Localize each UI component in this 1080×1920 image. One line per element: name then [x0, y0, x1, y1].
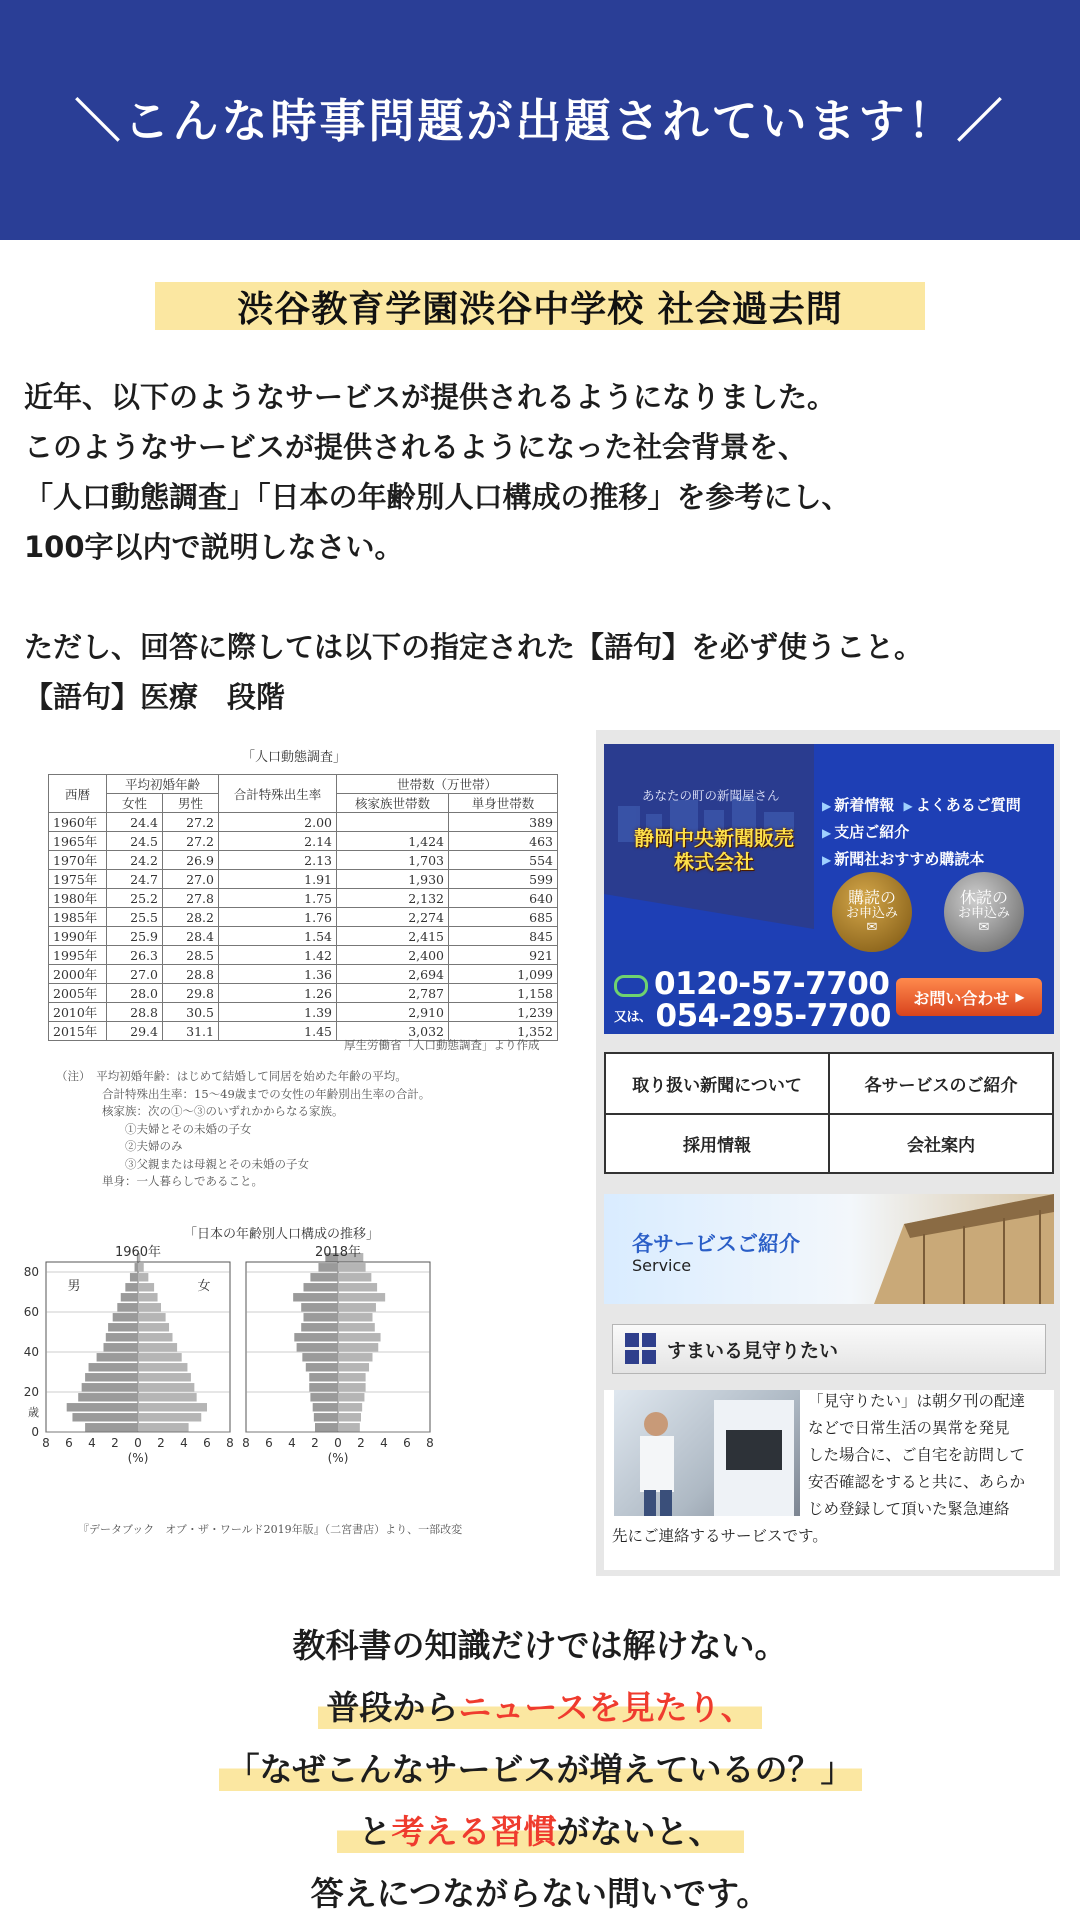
quick-link-news-label: 新着情報: [834, 796, 895, 814]
watch-line: 「見守りたい」は朝夕刊の配達: [808, 1392, 1026, 1410]
service-banner-title: 各サービスご紹介: [632, 1232, 800, 1256]
pyramid-bar-female: [138, 1273, 148, 1281]
phone-alt-prefix: 又は、: [614, 1009, 652, 1025]
census-row: [49, 889, 558, 908]
y-tick-label: 20: [23, 1385, 39, 1399]
subscribe-line2: お申込み: [845, 906, 898, 921]
nav-company[interactable]: 会社案内: [907, 1136, 975, 1156]
census-cell: 24.4: [107, 813, 163, 832]
census-cell: 25.9: [107, 927, 163, 946]
census-cell: 28.8: [163, 965, 219, 984]
quick-link-faq[interactable]: [903, 796, 1020, 814]
pyramid-year-label: 2018年: [314, 1245, 362, 1260]
census-cell: 1960年: [49, 813, 107, 832]
census-cell: 1990年: [49, 927, 107, 946]
pyramid-bar-male: [67, 1403, 138, 1411]
census-cell: 1,424: [337, 832, 449, 851]
watch-line: 先にご連絡するサービスです。: [612, 1527, 828, 1545]
nav-recruit[interactable]: 採用情報: [683, 1136, 751, 1156]
quick-link-news[interactable]: [822, 796, 894, 814]
x-tick-label: 8: [42, 1436, 50, 1450]
pyramid-bar-female: [138, 1293, 158, 1301]
question-line: 近年、以下のようなサービスが提供されるようになりました。: [24, 380, 837, 414]
census-cell: 1.26: [219, 984, 337, 1003]
pyramid-year-label: 1960年: [114, 1245, 162, 1260]
census-cell: 1,099: [449, 965, 558, 984]
note-line: 合計特殊出生率：15～49歳までの女性の年齢別出生率の合計。: [56, 1086, 431, 1101]
x-tick-label: 6: [265, 1436, 273, 1450]
pyramid-bar-female: [338, 1393, 364, 1401]
x-tick-label: 2: [111, 1436, 119, 1450]
census-cell: 3,032: [337, 1022, 449, 1041]
census-figure: [23, 740, 566, 1550]
census-cell: 1985年: [49, 908, 107, 927]
pyramid-bar-male: [306, 1363, 338, 1371]
pyramid-bar-female: [338, 1313, 373, 1321]
census-table-body: [49, 813, 558, 1041]
y-tick-label: 60: [23, 1305, 39, 1319]
census-cell: 1,930: [337, 870, 449, 889]
population-pyramid-figure: [23, 1220, 566, 1540]
census-cell: 2.00: [219, 813, 337, 832]
census-row: [49, 946, 558, 965]
quick-link-branches[interactable]: [822, 819, 1021, 846]
chevron-right-icon: ▶: [1015, 990, 1025, 1004]
header-female: 女性: [107, 794, 163, 813]
male-label: 男: [67, 1279, 81, 1294]
header-single: 単身世帯数: [449, 794, 558, 813]
census-row: [49, 832, 558, 851]
pyramid-title: 「日本の年齢別人口構成の推移」: [184, 1227, 380, 1242]
census-cell: 599: [449, 870, 558, 889]
pyramid-bar-female: [338, 1333, 381, 1341]
quick-link-books[interactable]: [822, 846, 1021, 873]
census-cell: 27.0: [107, 965, 163, 984]
pyramid-bar-female: [138, 1343, 177, 1351]
pyramid-bar-female: [338, 1363, 369, 1371]
phone-alt-number: 054-295-7700: [655, 998, 891, 1034]
pyramid-bar-female: [138, 1403, 207, 1411]
suspend-line1: 休読の: [959, 888, 1008, 907]
census-cell: 2,694: [337, 965, 449, 984]
mail-icon: ✉: [978, 920, 990, 935]
site-company-line2: 株式会社: [674, 850, 754, 874]
header-male: 男性: [163, 794, 219, 813]
census-cell: 685: [449, 908, 558, 927]
pyramid-bar-male: [78, 1393, 138, 1401]
pyramid-bar-male: [104, 1343, 139, 1351]
pyramid-bar-female: [338, 1343, 378, 1351]
census-notes: [56, 1068, 430, 1191]
x-tick-label: 4: [88, 1436, 96, 1450]
contact-button-label: お問い合わせ: [913, 988, 1010, 1008]
suspend-button[interactable]: [944, 872, 1024, 952]
census-cell: 27.2: [163, 813, 219, 832]
x-tick-label: 4: [288, 1436, 296, 1450]
census-cell: 2,415: [337, 927, 449, 946]
exam-title: 渋谷教育学園渋谷中学校 社会過去問: [155, 282, 925, 330]
y-tick-label: 40: [23, 1345, 39, 1359]
pyramid-source: 『データブック オブ・ザ・ワールド2019年版』（二宮書店）より、一部改変: [78, 1523, 463, 1536]
pyramid-bar-male: [297, 1343, 338, 1351]
census-title: 「人口動態調査」: [242, 750, 347, 765]
site-nav: [604, 1052, 1054, 1174]
watch-line: した場合に、ご自宅を訪問して: [808, 1446, 1026, 1464]
census-cell: 921: [449, 946, 558, 965]
subscribe-line1: 購読の: [847, 888, 896, 907]
census-cell: 30.5: [163, 1003, 219, 1022]
x-axis-unit: (%): [127, 1451, 149, 1465]
census-cell: 2,910: [337, 1003, 449, 1022]
pyramid-bar-male: [302, 1353, 338, 1361]
census-cell: 25.2: [107, 889, 163, 908]
census-cell: 1,352: [449, 1022, 558, 1041]
census-row: [49, 851, 558, 870]
quick-link-faq-label: よくあるご質問: [915, 796, 1021, 814]
pyramid-bar-male: [108, 1323, 138, 1331]
census-cell: 2005年: [49, 984, 107, 1003]
pyramid-bar-male: [85, 1373, 138, 1381]
pyramid-bar-male: [294, 1333, 338, 1341]
census-cell: 1995年: [49, 946, 107, 965]
census-cell: 1.36: [219, 965, 337, 984]
nav-services[interactable]: 各サービスのご紹介: [864, 1076, 1018, 1096]
pyramid-bar-male: [314, 1413, 338, 1421]
quick-link-branches-label: 支店ご紹介: [834, 823, 910, 841]
x-tick-label: 0: [134, 1436, 142, 1450]
note-line: ②夫婦のみ: [56, 1139, 183, 1153]
question-line-blank: [24, 572, 1064, 622]
census-cell: 1.39: [219, 1003, 337, 1022]
closing-line4-c: がないと、: [556, 1811, 722, 1851]
watch-service-heading: [612, 1324, 1046, 1374]
census-cell: 1.76: [219, 908, 337, 927]
pyramid-bar-male: [301, 1323, 338, 1331]
x-tick-label: 2: [311, 1436, 319, 1450]
site-header: [604, 744, 1054, 1034]
header-banner: [0, 0, 1080, 240]
x-tick-label: 0: [334, 1436, 342, 1450]
census-row: [49, 984, 558, 1003]
grid-icon: [625, 1333, 657, 1365]
closing-line2-a: 普段から: [326, 1687, 459, 1727]
x-tick-label: 8: [426, 1436, 434, 1450]
closing-line4-highlight: [337, 1806, 744, 1853]
pyramid-bar-male: [313, 1403, 338, 1411]
pyramid-bar-male: [85, 1423, 138, 1431]
closing-line4-b: 考える習慣: [391, 1811, 557, 1851]
pyramid-bar-male: [304, 1283, 339, 1291]
question-text: [24, 372, 1064, 722]
phone-free-number: 0120-57-7700: [654, 966, 890, 1002]
x-tick-label: 6: [65, 1436, 73, 1450]
site-tagline: あなたの町の新聞屋さん: [642, 788, 780, 803]
census-cell: 1975年: [49, 870, 107, 889]
closing-line3: 「なぜこんなサービスが増えているの？」: [219, 1744, 862, 1791]
pyramid-bar-female: [138, 1333, 173, 1341]
closing-line: [0, 1742, 1080, 1792]
pyramid-bar-female: [338, 1353, 373, 1361]
arrow-icon: ▶: [822, 799, 832, 813]
pyramid-bar-female: [338, 1283, 377, 1291]
census-cell: 29.4: [107, 1022, 163, 1041]
pyramid-bar-male: [117, 1303, 138, 1311]
pyramid-bar-female: [138, 1383, 194, 1391]
pyramid-bar-female: [338, 1303, 376, 1311]
pyramid-bar-male: [304, 1313, 339, 1321]
census-cell: 2.14: [219, 832, 337, 851]
arrow-icon: ▶: [903, 799, 913, 813]
y-tick-label: 80: [23, 1265, 39, 1279]
header-marriage-age: 平均初婚年齢: [107, 775, 219, 794]
pyramid-bar-female: [338, 1273, 371, 1281]
pyramid-bar-male: [315, 1423, 338, 1431]
header-fertility: 合計特殊出生率: [219, 775, 337, 813]
x-axis-unit: (%): [327, 1451, 349, 1465]
census-cell: 640: [449, 889, 558, 908]
closing-line: [0, 1866, 1080, 1916]
watch-service-body: [604, 1390, 1054, 1570]
free-dial-icon: [614, 975, 648, 997]
census-cell: 1980年: [49, 889, 107, 908]
pyramid-bar-male: [135, 1263, 138, 1271]
census-cell: 2,787: [337, 984, 449, 1003]
watch-line: などで日常生活の異常を発見: [808, 1419, 1010, 1437]
question-keywords: 【語句】医療 段階: [24, 680, 286, 714]
closing-line2-highlight: [318, 1682, 761, 1729]
census-row: [49, 927, 558, 946]
census-row: [49, 813, 558, 832]
quick-link-books-label: 新聞社おすすめ購読本: [834, 850, 985, 868]
pyramid-bar-female: [338, 1323, 375, 1331]
census-cell: 1,239: [449, 1003, 558, 1022]
census-cell: 27.2: [163, 832, 219, 851]
pyramid-bar-male: [121, 1293, 138, 1301]
pyramid-bar-female: [138, 1263, 144, 1271]
pyramid-bar-female: [338, 1373, 366, 1381]
census-cell: 28.0: [107, 984, 163, 1003]
census-cell: 2000年: [49, 965, 107, 984]
census-cell: 2.13: [219, 851, 337, 870]
census-cell: 2,274: [337, 908, 449, 927]
x-tick-label: 2: [357, 1436, 365, 1450]
question-line: このようなサービスが提供されるようになった社会背景を、: [24, 430, 808, 464]
closing-line: [0, 1618, 1080, 1668]
pyramid-bar-male: [309, 1373, 338, 1381]
census-cell: 1,158: [449, 984, 558, 1003]
phone-alt[interactable]: [614, 1000, 891, 1034]
pyramid-bar-male: [318, 1263, 338, 1271]
census-row: [49, 908, 558, 927]
census-row: [49, 870, 558, 889]
female-label: 女: [197, 1279, 211, 1294]
pyramid-bar-male: [82, 1383, 138, 1391]
site-company-line1: 静岡中央新聞販売: [634, 826, 794, 850]
arrow-icon: ▶: [822, 853, 832, 867]
note-line: （注） 平均初婚年齢：はじめて結婚して同居を始めた年齢の平均。: [56, 1069, 407, 1083]
pyramid-bar-female: [138, 1373, 191, 1381]
population-pyramid-chart: [23, 1242, 566, 1542]
pyramid-bar-female: [338, 1413, 361, 1421]
pyramid-bar-female: [138, 1363, 187, 1371]
census-cell: 29.8: [163, 984, 219, 1003]
census-row: [49, 1003, 558, 1022]
question-line: ただし、回答に際しては以下の指定された【語句】を必ず使うこと。: [24, 630, 924, 664]
closing-line: [0, 1804, 1080, 1854]
closing-line4-a: と: [358, 1811, 392, 1851]
pyramid-bar-female: [338, 1383, 366, 1391]
pyramid-bar-male: [97, 1353, 138, 1361]
pyramid-bar-male: [130, 1273, 138, 1281]
census-cell: 1970年: [49, 851, 107, 870]
question-line: 「人口動態調査」「日本の年齢別人口構成の推移」を参考にし、: [24, 480, 851, 514]
quick-link-row: [822, 792, 1021, 819]
pyramid-bar-female: [338, 1263, 366, 1271]
mail-icon: ✉: [866, 920, 878, 935]
pyramid-bar-female: [138, 1353, 182, 1361]
watch-service-description: [612, 1388, 1050, 1550]
x-tick-label: 6: [203, 1436, 211, 1450]
site-quick-links: [822, 792, 1021, 873]
site-company-name[interactable]: [614, 826, 814, 874]
census-cell: 2,132: [337, 889, 449, 908]
note-line: ③父親または母親とその未婚の子女: [56, 1156, 309, 1171]
header-nuclear: 核家族世帯数: [337, 794, 449, 813]
phone-free[interactable]: [614, 968, 889, 1000]
census-cell: 27.8: [163, 889, 219, 908]
pyramid-bar-female: [338, 1403, 362, 1411]
pyramid-bar-male: [106, 1333, 138, 1341]
census-cell: 1.91: [219, 870, 337, 889]
census-cell: 463: [449, 832, 558, 851]
census-cell: 31.1: [163, 1022, 219, 1041]
x-tick-label: 6: [403, 1436, 411, 1450]
pyramid-bar-female: [138, 1393, 197, 1401]
census-cell: 554: [449, 851, 558, 870]
census-cell: 28.8: [107, 1003, 163, 1022]
pyramid-bar-female: [138, 1413, 201, 1421]
census-source: 厚生労働省「人口動態調査」より作成: [344, 1038, 540, 1052]
census-cell: 28.2: [163, 908, 219, 927]
header-households: 世帯数（万世帯）: [337, 775, 558, 794]
service-banner: [604, 1194, 1054, 1304]
pyramid-bar-male: [293, 1293, 338, 1301]
pyramid-bar-male: [310, 1393, 338, 1401]
census-cell: 25.5: [107, 908, 163, 927]
note-line: ①夫婦とその未婚の子女: [56, 1121, 252, 1136]
closing-line: [0, 1680, 1080, 1730]
census-cell: 28.4: [163, 927, 219, 946]
pyramid-bar-male: [310, 1273, 338, 1281]
pyramid-bar-female: [338, 1423, 360, 1431]
header-era: 西暦: [49, 775, 107, 813]
census-cell: 24.5: [107, 832, 163, 851]
census-cell: 1.42: [219, 946, 337, 965]
census-cell: 24.7: [107, 870, 163, 889]
pyramid-bar-female: [138, 1283, 154, 1291]
pyramid-bar-male: [72, 1413, 138, 1421]
census-cell: 27.0: [163, 870, 219, 889]
x-tick-label: 2: [157, 1436, 165, 1450]
y-tick-label: 0: [31, 1425, 39, 1439]
census-cell: 26.9: [163, 851, 219, 870]
census-cell: [337, 813, 449, 832]
suspend-line2: お申込み: [957, 906, 1010, 921]
arrow-icon: ▶: [822, 826, 832, 840]
closing-line2-b: ニュースを見たり、: [458, 1687, 754, 1727]
pyramid-bar-female: [138, 1423, 189, 1431]
census-cell: 2015年: [49, 1022, 107, 1041]
pyramid-bar-female: [138, 1303, 161, 1311]
census-cell: 28.5: [163, 946, 219, 965]
question-line: 100字以内で説明しなさい。: [24, 530, 404, 564]
pyramid-bar-male: [301, 1303, 338, 1311]
census-cell: 2010年: [49, 1003, 107, 1022]
census-cell: 26.3: [107, 946, 163, 965]
census-row: [49, 965, 558, 984]
watch-line: じめ登録して頂いた緊急連絡: [808, 1500, 1010, 1518]
closing-line1: 教科書の知識だけでは解けない。: [292, 1625, 788, 1665]
census-cell: 389: [449, 813, 558, 832]
website-screenshot: [596, 730, 1060, 1576]
census-cell: 1.45: [219, 1022, 337, 1041]
pyramid-bar-female: [138, 1313, 166, 1321]
y-axis-unit: 歳: [28, 1406, 39, 1419]
census-cell: 1,703: [337, 851, 449, 870]
nav-newspapers[interactable]: 取り扱い新聞について: [632, 1076, 802, 1096]
x-tick-label: 8: [226, 1436, 234, 1450]
contact-button[interactable]: [896, 978, 1042, 1016]
note-line: 核家族：次の①～③のいずれかからなる家族。: [56, 1104, 344, 1118]
census-table: [48, 774, 558, 1041]
subscribe-button[interactable]: [832, 872, 912, 952]
census-cell: 1.54: [219, 927, 337, 946]
pyramid-bar-male: [125, 1283, 138, 1291]
pyramid-bar-female: [338, 1293, 385, 1301]
watch-service-title: すまいる見守りたい: [667, 1339, 839, 1362]
census-cell: 2,400: [337, 946, 449, 965]
watch-line: 安否確認をすると共に、あらか: [808, 1473, 1026, 1491]
note-line: 単身：一人暮らしであること。: [56, 1174, 263, 1188]
census-cell: 1.75: [219, 889, 337, 908]
x-tick-label: 8: [242, 1436, 250, 1450]
x-tick-label: 4: [380, 1436, 388, 1450]
census-cell: 24.2: [107, 851, 163, 870]
pyramid-bar-male: [89, 1363, 138, 1371]
service-banner-sub: Service: [632, 1256, 692, 1275]
pyramid-bar-male: [113, 1313, 138, 1321]
census-cell: 1965年: [49, 832, 107, 851]
banner-title: ＼こんな時事問題が出題されています！／: [74, 94, 1006, 148]
pyramid-bar-female: [138, 1323, 169, 1331]
closing-line5: 答えにつながらない問いです。: [310, 1873, 770, 1913]
pyramid-bar-male: [309, 1383, 338, 1391]
x-tick-label: 4: [180, 1436, 188, 1450]
census-cell: 845: [449, 927, 558, 946]
